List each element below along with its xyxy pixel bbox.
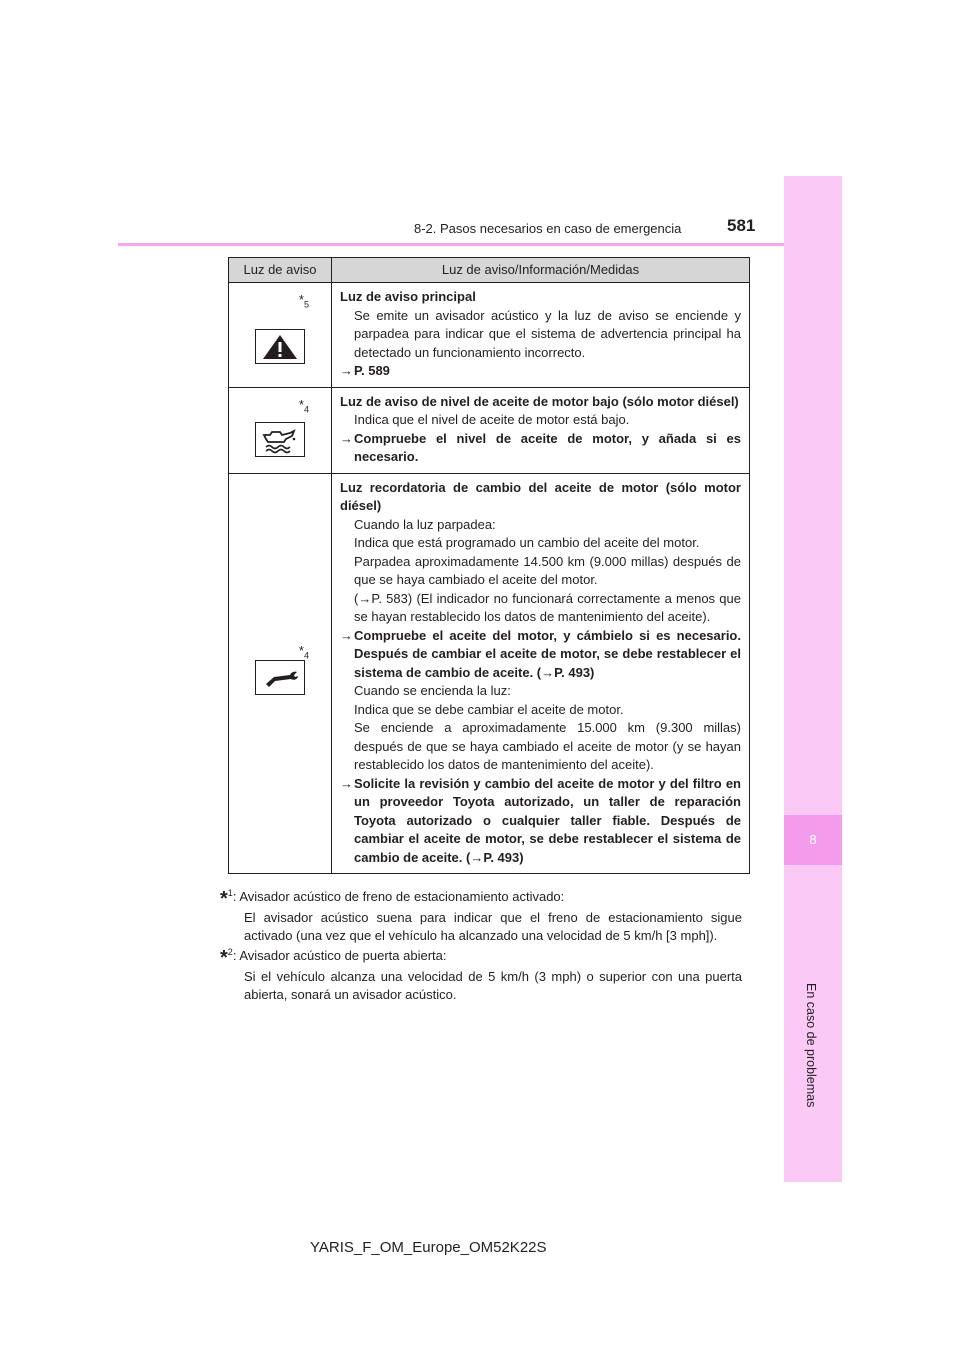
description-text: Se emite un avisador acústico y la luz de aviso se enciende y parpadea para indicar que el sistema de advertencia principal ha detectado un funcionamiento incorrecto. xyxy=(354,307,741,360)
warning-lights-table xyxy=(228,257,750,874)
action-line: → Compruebe el aceite del motor, y cámbielo si es necesario. Después de cambiar el aceite de motor, se debe restablecer el sistema de cambio de aceite. (→P. 493) xyxy=(340,627,741,680)
description-text: Cuando se encienda la luz: xyxy=(354,683,511,698)
description-text: Indica que está programado un cambio del aceite del motor. xyxy=(354,535,700,550)
header-divider xyxy=(118,243,842,246)
footnote-text: El avisador acústico suena para indicar que el freno de estacionamiento sigue activado (una vez que el vehículo ha alcanzado una velocidad de 5 km/h [3 mph]). xyxy=(244,909,742,943)
light-title: Luz de aviso principal xyxy=(340,289,476,304)
action-line: → Solicite la revisión y cambio del aceite de motor y del filtro en un proveedor Toyota autorizado, un taller de reparación Toyota autorizado o cualquier taller fiable. Después de cambiar el aceite de motor, se debe restablecer el sistema de cambio de aceite. (→P. 493) xyxy=(340,775,741,865)
description-text: Parpadea aproximadamente 14.500 km (9.000 millas) después de que se haya cambiado el aceite del motor. xyxy=(354,553,741,587)
column-header-light: Luz de aviso xyxy=(229,258,332,283)
action-line: → P. 589 xyxy=(340,363,390,378)
table-row xyxy=(229,387,750,473)
icon-cell xyxy=(229,283,332,388)
chapter-number: 8 xyxy=(809,832,817,847)
chapter-label: En caso de problemas xyxy=(804,983,818,1108)
reference-mark: $*_4$ xyxy=(298,642,309,661)
light-title: Luz recordatoria de cambio del aceite de motor (sólo motor diésel) xyxy=(340,479,741,513)
action-line: → Compruebe el nivel de aceite de motor, y añada si es necesario. xyxy=(340,430,741,464)
description-cell xyxy=(332,387,750,473)
description-text: Indica que el nivel de aceite de motor está bajo. xyxy=(354,412,630,427)
description-text: Se enciende a aproximadamente 15.000 km (9.300 millas) después de que se haya cambiado el aceite de motor (y se hayan restablecido los datos de mantenimiento del aceite). xyxy=(354,720,741,772)
footnote-title: *$^1$: Avisador acústico de freno de estacionamiento activado: xyxy=(220,888,565,910)
description-text: Cuando la luz parpadea: xyxy=(354,516,496,532)
table-row xyxy=(229,473,750,874)
footnote xyxy=(220,884,742,946)
table-header-row xyxy=(229,258,750,283)
footnote xyxy=(220,943,742,1005)
table-row xyxy=(229,283,750,388)
icon-cell xyxy=(229,473,332,874)
description-cell xyxy=(332,473,750,874)
reference-mark: $*_5$ xyxy=(298,292,309,310)
footnote-text: Si el vehículo alcanza una velocidad de 5 km/h (3 mph) o superior con una puerta abierta, sonará un avisador acústico. xyxy=(244,968,742,1002)
column-header-info: Luz de aviso/Información/Medidas xyxy=(332,258,750,283)
document-code: YARIS_F_OM_Europe_OM52K22S xyxy=(310,1239,547,1256)
footnote-title: *$^2$: Avisador acústico de puerta abierta: xyxy=(220,947,447,969)
wrench-icon xyxy=(255,660,305,695)
icon-cell xyxy=(229,387,332,473)
page-number: 581 xyxy=(727,216,756,235)
master-warning-icon xyxy=(255,329,305,364)
description-cell xyxy=(332,283,750,388)
low-oil-level-icon xyxy=(255,422,305,457)
description-text: Indica que se debe cambiar el aceite de motor. xyxy=(354,701,624,717)
description-text: (→P. 583) (El indicador no funcionará correctamente a menos que se hayan restablecido los datos de mantenimiento del aceite). xyxy=(354,590,741,624)
section-title: 8-2. Pasos necesarios en caso de emergencia xyxy=(414,221,682,236)
reference-mark: $*_4$ xyxy=(298,396,309,415)
light-title: Luz de aviso de nivel de aceite de motor bajo (sólo motor diésel) xyxy=(340,393,739,409)
